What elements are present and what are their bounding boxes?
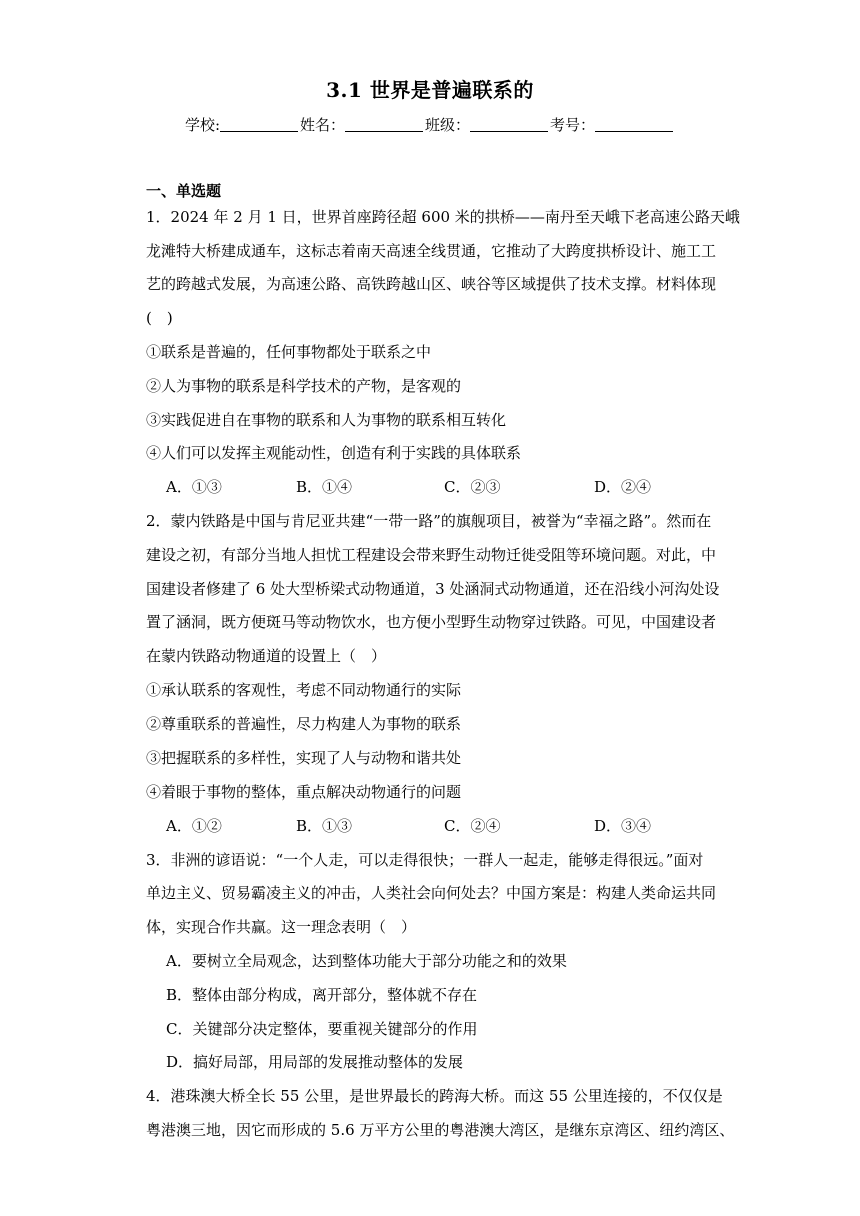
q1-item: ③实践促进自在事物的联系和人为事物的联系相互转化 — [146, 411, 507, 429]
q2-item: ①承认联系的客观性，考虑不同动物通行的实际 — [146, 681, 462, 699]
q2-stem-line: 2．蒙内铁路是中国与肯尼亚共建“一带一路”的旗舰项目，被誉为“幸福之路”。然而在 — [146, 512, 712, 530]
class-label: 班级： — [425, 116, 471, 134]
id-label: 考号： — [550, 116, 596, 134]
q2-option-b[interactable]: B．①③ — [296, 817, 353, 835]
school-label: 学校: — [184, 116, 220, 134]
q3-stem-line: 单边主义、贸易霸凌主义的冲击，人类社会向何处去？中国方案是：构建人类命运共同 — [146, 884, 717, 902]
q4-stem-line: 粤港澳三地，因它而形成的 5.6 万平方公里的粤港澳大湾区，是继东京湾区、纽约湾区、 — [146, 1121, 735, 1139]
id-blank[interactable] — [595, 117, 673, 132]
q1-stem-line: 龙滩特大桥建成通车，这标志着南天高速全线贯通，它推动了大跨度拱桥设计、施工工 — [146, 242, 717, 260]
q1-stem-line: 艺的跨越式发展，为高速公路、高铁跨越山区、峡谷等区域提供了技术支撑。材料体现 — [146, 275, 717, 293]
q1-stem-line: 1．2024 年 2 月 1 日，世界首座跨径超 600 米的拱桥——南丹至天峨下老高速公路天峨 — [146, 208, 740, 226]
q2-stem-line: 在蒙内铁路动物通道的设置上（ ） — [146, 647, 387, 665]
q1-item: ④人们可以发挥主观能动性，创造有利于实践的具体联系 — [146, 444, 522, 462]
document-title: 3.1 世界是普遍联系的 — [326, 78, 534, 102]
q2-option-a[interactable]: A．①② — [166, 817, 222, 835]
q2-item: ③把握联系的多样性，实现了人与动物和谐共处 — [146, 749, 462, 767]
school-blank[interactable] — [220, 117, 298, 132]
q3-option-b[interactable]: B．整体由部分构成，离开部分，整体就不存在 — [166, 986, 478, 1004]
q2-stem-line: 国建设者修建了 6 处大型桥梁式动物通道，3 处涵洞式动物通道，还在沿线小河沟处设 — [146, 580, 720, 598]
q2-item: ④着眼于事物的整体，重点解决动物通行的问题 — [146, 783, 462, 801]
name-blank[interactable] — [345, 117, 423, 132]
q2-stem-line: 置了涵洞，既方便斑马等动物饮水，也方便小型野生动物穿过铁路。可见，中国建设者 — [146, 613, 717, 631]
q1-option-a[interactable]: A．①③ — [166, 478, 222, 496]
q1-option-c[interactable]: C．②③ — [444, 478, 501, 496]
q3-option-a[interactable]: A．要树立全局观念，达到整体功能大于部分功能之和的效果 — [166, 952, 567, 970]
class-blank[interactable] — [470, 117, 548, 132]
q2-option-c[interactable]: C．②④ — [444, 817, 501, 835]
q1-option-d[interactable]: D．②④ — [594, 478, 652, 496]
q4-stem-line: 4．港珠澳大桥全长 55 公里，是世界最长的跨海大桥。而这 55 公里连接的，不仅仅是 — [146, 1087, 723, 1105]
q3-option-c[interactable]: C．关键部分决定整体，要重视关键部分的作用 — [166, 1020, 478, 1038]
student-info-line — [0, 114, 860, 135]
q2-stem-line: 建设之初，有部分当地人担忧工程建设会带来野生动物迁徙受阻等环境问题。对此，中 — [146, 546, 717, 564]
q1-item: ②人为事物的联系是科学技术的产物，是客观的 — [146, 377, 462, 395]
q1-stem-line: ( ) — [146, 309, 173, 327]
q2-item: ②尊重联系的普遍性，尽力构建人为事物的联系 — [146, 715, 462, 733]
q3-stem-line: 3．非洲的谚语说：“一个人走，可以走得很快；一群人一起走，能够走得很远。”面对 — [146, 851, 704, 869]
q1-item: ①联系是普遍的，任何事物都处于联系之中 — [146, 343, 432, 361]
section-title: 一、单选题 — [146, 182, 222, 200]
q2-option-d[interactable]: D．③④ — [594, 817, 652, 835]
q3-option-d[interactable]: D．搞好局部，用局部的发展推动整体的发展 — [166, 1053, 464, 1071]
q1-option-b[interactable]: B．①④ — [296, 478, 353, 496]
name-label: 姓名： — [300, 116, 346, 134]
q3-stem-line: 体，实现合作共赢。这一理念表明（ ） — [146, 918, 417, 936]
